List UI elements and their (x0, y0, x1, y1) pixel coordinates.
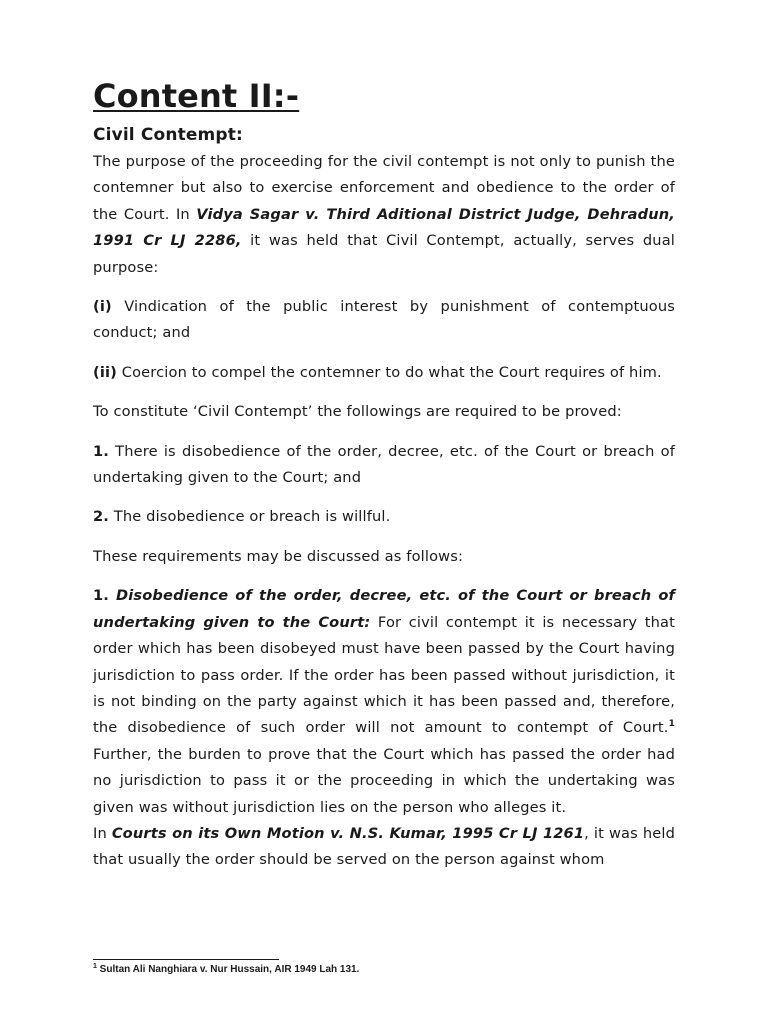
section-1-marker: 1. (93, 587, 109, 605)
paragraph-purpose-text-b: it was held that Civil Contempt, actually, serves dual purpose: (93, 232, 675, 276)
paragraph-purpose (93, 149, 675, 281)
footnote-number: 1 (93, 963, 97, 970)
paragraph-kumar-text-a: In (93, 824, 112, 842)
document-body (93, 76, 675, 874)
section-1-paragraph (93, 583, 675, 821)
requirement-2-marker: 2. (93, 508, 109, 526)
footnote-text: Sultan Ali Nanghiara v. Nur Hussain, AIR 1949 Lah 131. (96, 964, 360, 975)
paragraph-kumar (93, 821, 675, 874)
case-citation-ns-kumar: Courts on its Own Motion v. N.S. Kumar, 1995 Cr LJ 1261 (111, 824, 585, 842)
footnote-reference[interactable]: 1 (668, 719, 675, 730)
paragraph-purpose-text-a: The purpose of the proceeding for the civil contempt is not only to punish the contemner but also to exercise enforcement and obedience to the order of the Court. In (93, 153, 675, 223)
requirement-1-marker: 1. (93, 442, 109, 460)
paragraph-kumar-text-b: , it was held that usually the order should be served on the person against whom (93, 824, 675, 869)
page-title: Content II:- (93, 77, 300, 115)
section-1-text-b: Further, the burden to prove that the Court which has passed the order had no jurisdiction to pass it or the proceeding in which the undertaking was given was without jurisdiction lies on the person who alleges it. (93, 745, 675, 816)
point-ii (93, 360, 675, 386)
requirement-2 (93, 504, 675, 530)
point-ii-text: Coercion to compel the contemner to do what the Court requires of him. (116, 363, 662, 381)
discussed-intro: These requirements may be discussed as follows: (93, 547, 464, 565)
case-citation-vidya-sagar: Vidya Sagar v. Third Aditional District Judge, Dehradun, 1991 Cr LJ 2286, (93, 205, 675, 250)
requirement-1 (93, 439, 675, 492)
section-1-text-a: For civil contempt it is necessary that order which has been disobeyed must have been passed by the Court having jurisdiction to pass order. If the order has been passed without jurisdiction, it is not binding on the party against which it has been passed and, therefore, the disobedience of such order will not amount to contempt of Court. (93, 613, 676, 737)
section-1-heading: Disobedience of the order, decree, etc. of the Court or breach of undertaking given to the Court: (93, 587, 675, 631)
point-i (93, 294, 675, 347)
requirement-2-text: The disobedience or breach is willful. (109, 508, 391, 526)
point-i-marker: (i) (93, 298, 112, 316)
point-ii-marker: (ii) (93, 363, 117, 381)
section-title: Civil Contempt: (93, 125, 243, 145)
point-i-text: Vindication of the public interest by punishment of contemptuous conduct; and (93, 298, 675, 342)
footnote-divider (93, 959, 279, 960)
requirement-1-text: There is disobedience of the order, decree, etc. of the Court or breach of undertaking given to the Court; and (93, 442, 675, 487)
requirements-intro: To constitute ‘Civil Contempt’ the followings are required to be proved: (93, 403, 622, 421)
footnote (93, 963, 675, 977)
